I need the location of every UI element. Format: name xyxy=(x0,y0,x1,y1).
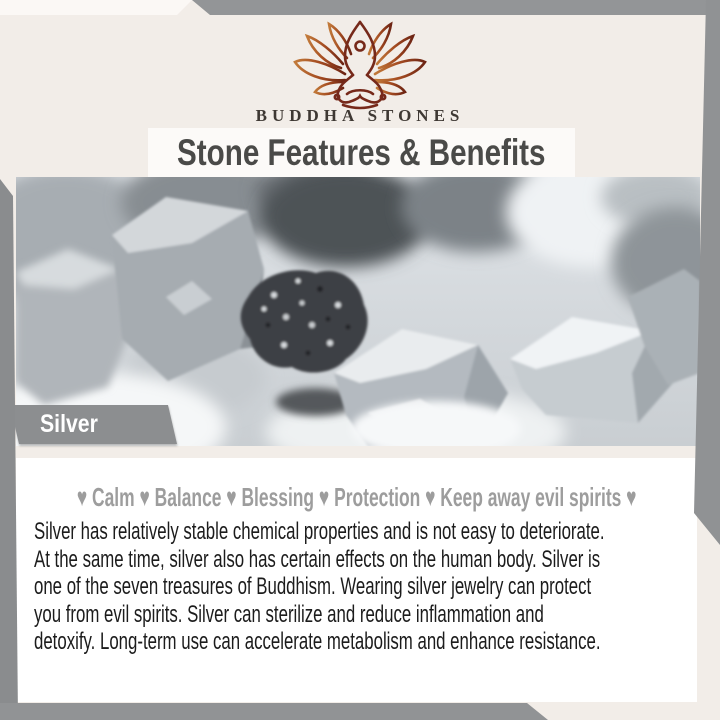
description-line: At the same time, silver also has certain effects on the human body. Silver is xyxy=(34,545,601,573)
description-line: Silver has relatively stable chemical properties and is not easy to deteriorate. xyxy=(34,518,605,545)
stone-name: Silver xyxy=(40,410,98,438)
lotus-meditation-icon xyxy=(285,18,435,110)
benefits-line xyxy=(16,482,697,513)
brand-name: BUDDHA STONES xyxy=(255,106,465,125)
section-title-banner xyxy=(148,128,575,177)
description-line: one of the seven treasures of Buddhism. Wearing silver jewelry can protect xyxy=(34,573,592,600)
benefits-text: ♥ Calm ♥ Balance ♥ Blessing ♥ Protection ♥ Keep away evil spirits ♥ xyxy=(76,482,637,512)
description-line: detoxify. Long-term use can accelerate metabolism and enhance resistance. xyxy=(34,628,601,655)
stone-name-label xyxy=(10,405,177,444)
stone-description xyxy=(34,518,691,656)
info-panel xyxy=(16,458,697,702)
description-line: you from evil spirits. Silver can sterilize and reduce inflammation and xyxy=(34,600,544,628)
section-title: Stone Features & Benefits xyxy=(177,131,546,173)
